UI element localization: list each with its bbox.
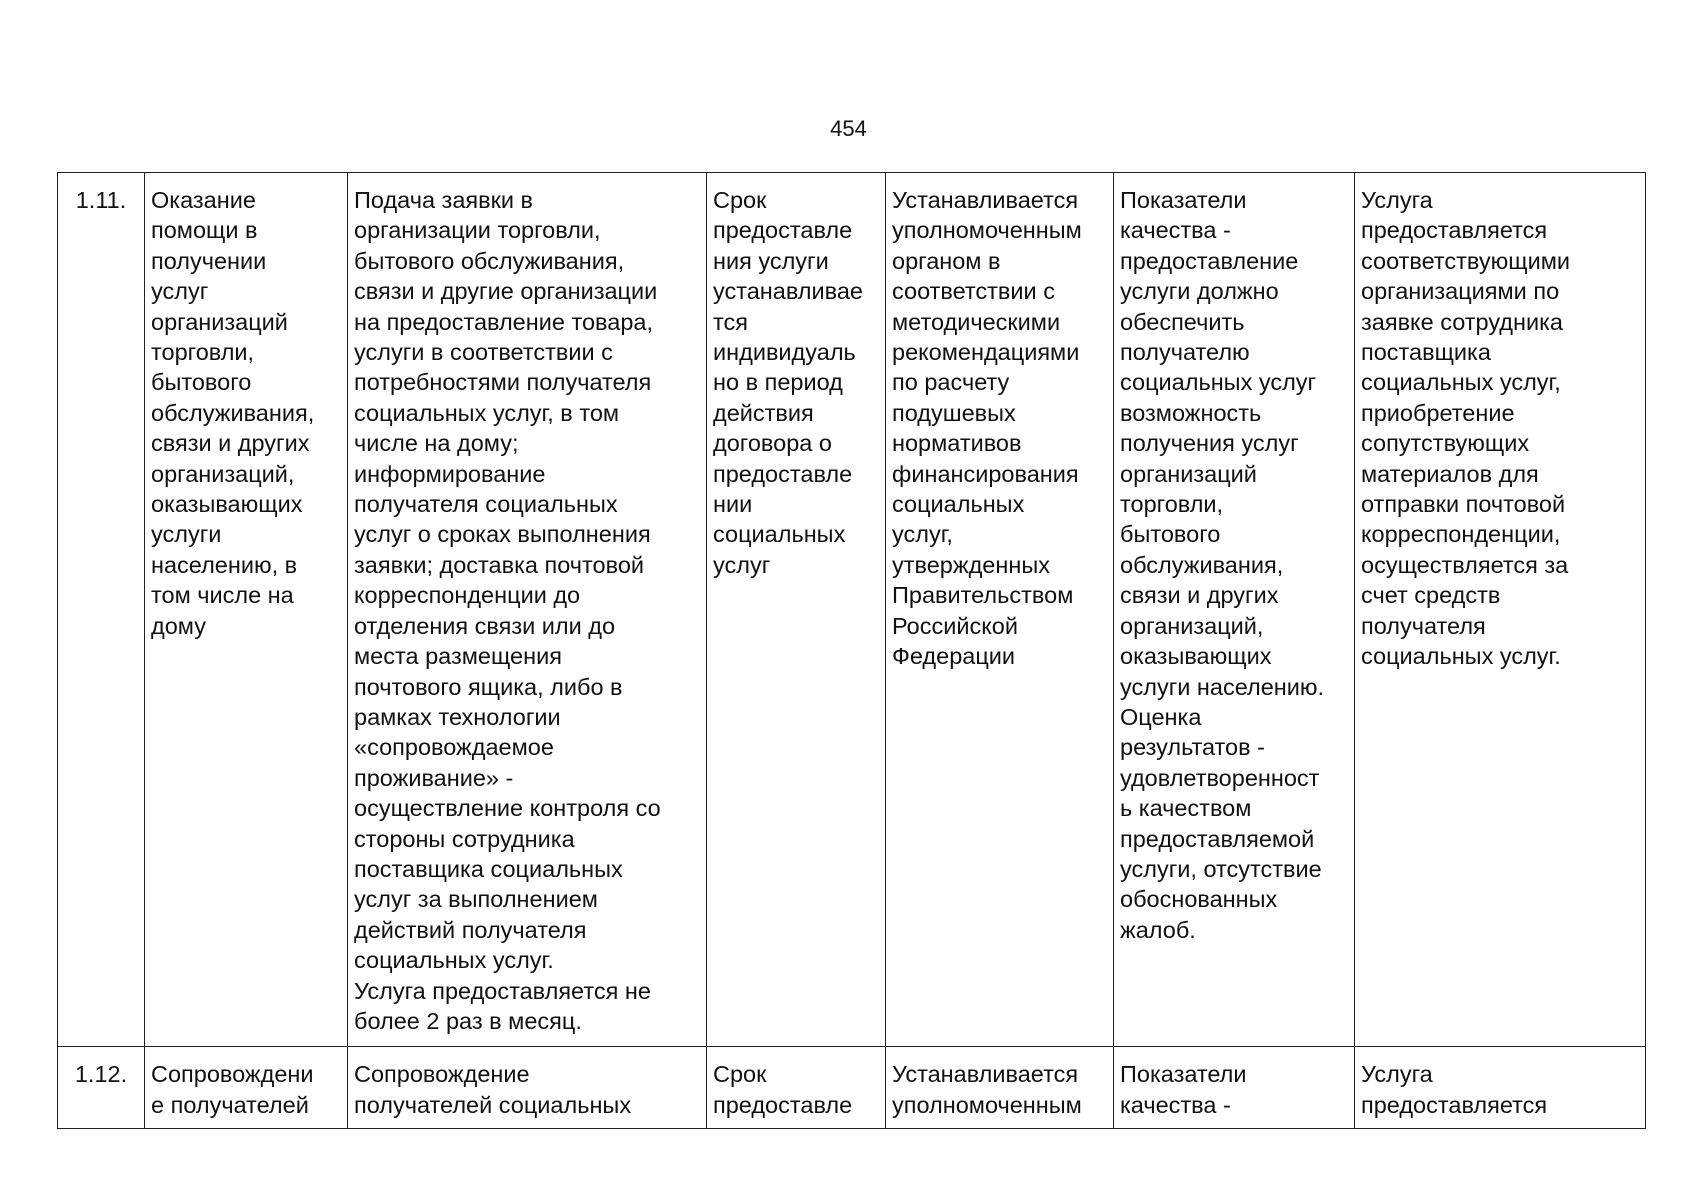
services-table <box>57 172 1646 1129</box>
service-term-cell: Срок предоставле ния услуги устанавливае тся индивидуаль но в период действия договора о предоставле нии социальных услуг <box>707 173 886 1047</box>
service-quality-cell: Показатели качества - предоставление услуги должно обеспечить получателю социальных услуг возможность получения услуг организаций торговли, бытового обслуживания, связи и других организаций, оказывающих услуги населению. Оценка результатов - удовлетворенност ь качеством предоставляемой услуги, отсутствие обоснованных жалоб. <box>1114 173 1355 1047</box>
service-conditions-cell: Услуга предоставляется соответствующими организациями по заявке сотрудника поставщика социальных услуг, приобретение сопутствующих материалов для отправки почтовой корреспонденции, осуществляется за счет средств получателя социальных услуг. <box>1355 173 1646 1047</box>
service-term-cell: Срок предоставле <box>707 1047 886 1129</box>
service-quality-cell: Показатели качества - <box>1114 1047 1355 1129</box>
service-number-cell: 1.11. <box>58 173 145 1047</box>
service-norm-cell: Устанавливается уполномоченным органом в соответствии с методическими рекомендациями по расчету подушевых нормативов финансирования социальных услуг, утвержденных Правительством Российской Федерации <box>886 173 1114 1047</box>
service-name-cell: Оказание помощи в получении услуг организаций торговли, бытового обслуживания, связи и других организаций, оказывающих услуги населению, в том числе на дому <box>145 173 348 1047</box>
table-row <box>58 173 1646 1047</box>
service-name-cell: Сопровождени е получателей <box>145 1047 348 1129</box>
service-description-cell: Сопровождение получателей социальных <box>348 1047 707 1129</box>
table-row <box>58 1047 1646 1129</box>
service-conditions-cell: Услуга предоставляется <box>1355 1047 1646 1129</box>
page-number: 454 <box>830 116 867 141</box>
service-number-cell: 1.12. <box>58 1047 145 1129</box>
service-norm-cell: Устанавливается уполномоченным <box>886 1047 1114 1129</box>
service-description-cell: Подача заявки в организации торговли, бытового обслуживания, связи и другие организации на предоставление товара, услуги в соответствии с потребностями получателя социальных услуг, в том числе на дому; информирование получателя социальных услуг о сроках выполнения заявки; доставка почтовой корреспонденции до отделения связи или до места размещения почтового ящика, либо в рамках технологии «сопровождаемое проживание» - осуществление контроля со стороны сотрудника поставщика социальных услуг за выполнением действий получателя социальных услуг. Услуга предоставляется не более 2 раз в месяц. <box>348 173 707 1047</box>
